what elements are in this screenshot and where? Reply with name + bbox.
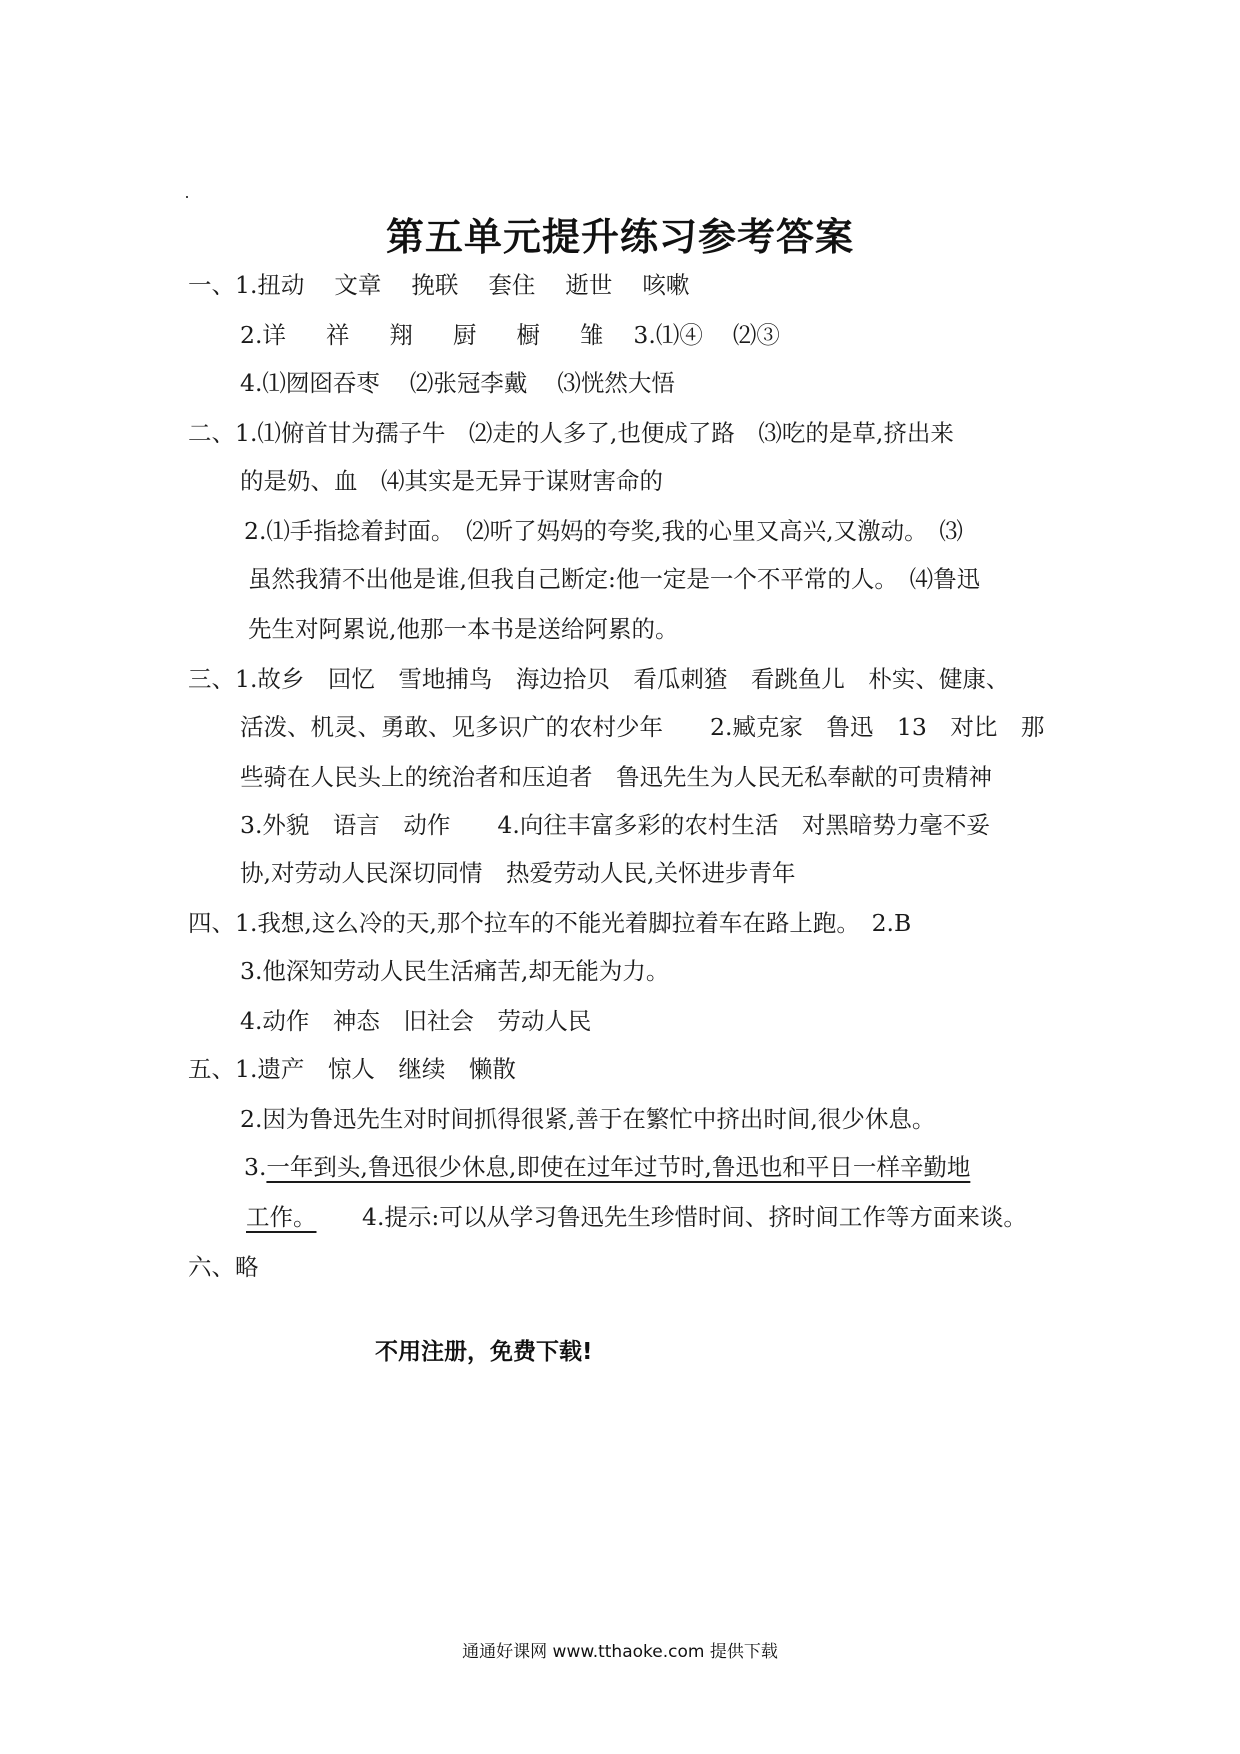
section-1-line-1 — [188, 268, 689, 302]
section-6-line-1 — [188, 1250, 259, 1284]
page-title: 第五单元提升练习参考答案 — [385, 215, 854, 259]
underlined-answer: 工作。 — [246, 1203, 317, 1231]
item-number: 4. — [240, 369, 263, 397]
section-2-label: 二、 — [188, 419, 235, 447]
answer-text: 1.⑴俯首甘为孺子牛 ⑵走的人多了,也便成了路 ⑶吃的是草,挤出来 — [235, 419, 954, 447]
section-3-line-3: 些骑在人民头上的统治者和压迫者 鲁迅先生为人民无私奉献的可贵精神 — [240, 763, 992, 791]
answer-idiom: ⑶恍然大悟 — [557, 369, 675, 397]
section-5-line-2: 2.因为鲁迅先生对时间抓得很紧,善于在繁忙中挤出时间,很少休息。 — [240, 1105, 936, 1133]
answer-char: 厨 — [452, 321, 477, 349]
answer-text: 1.我想,这么冷的天,那个拉车的不能光着脚拉着车在路上跑。 2.B — [235, 909, 912, 937]
section-3-line-1 — [188, 662, 1009, 696]
answer-text: 4.提示:可以从学习鲁迅先生珍惜时间、挤时间工作等方面来谈。 — [338, 1203, 1027, 1231]
answer-char: 雏 — [579, 321, 604, 349]
section-2-line-5: 先生对阿累说,他那一本书是送给阿累的。 — [248, 615, 679, 643]
item-number: 3. — [244, 1153, 267, 1181]
section-5-line-3 — [244, 1150, 970, 1184]
footer-text: 通通好课网 www.tthaoke.com 提供下载 — [462, 1642, 778, 1662]
section-4-line-3: 4.动作 神态 旧社会 劳动人民 — [240, 1007, 592, 1035]
section-5-line-4 — [246, 1200, 1027, 1234]
answer-text: 1.故乡 回忆 雪地捕鸟 海边拾贝 看瓜刺猹 看跳鱼儿 朴实、健康、 — [235, 665, 1010, 693]
answer-idiom: ⑴囫囵吞枣 — [262, 369, 380, 397]
answer-word: 文章 — [334, 271, 382, 299]
section-5-line-1 — [188, 1052, 516, 1086]
section-2-line-4: 虽然我猜不出他是谁,但我自己断定:他一定是一个不平常的人。 ⑷鲁迅 — [248, 565, 981, 593]
section-1-line-2 — [240, 318, 780, 352]
section-3-line-4: 3.外貌 语言 动作 4.向往丰富多彩的农村生活 对黑暗势力毫不妥 — [240, 811, 990, 839]
scan-speck — [186, 196, 188, 198]
answer-text: 1.遗产 惊人 继续 懒散 — [235, 1055, 516, 1083]
item-number: 2. — [240, 321, 263, 349]
section-3-line-5: 协,对劳动人民深切同情 热爱劳动人民,关怀进步青年 — [240, 859, 796, 887]
answer-char: 详 — [262, 321, 286, 349]
answer-word: 套住 — [488, 271, 536, 299]
section-1-line-3 — [240, 366, 675, 400]
section-4-line-2: 3.他深知劳动人民生活痛苦,却无能为力。 — [240, 957, 670, 985]
underlined-answer: 一年到头,鲁迅很少休息,即使在过年过节时,鲁迅也和平日一样辛勤地 — [266, 1153, 971, 1181]
section-4-label: 四、 — [188, 909, 235, 937]
section-2-line-3: 2.⑴手指捻着封面。 ⑵听了妈妈的夸奖,我的心里又高兴,又激动。 ⑶ — [244, 517, 963, 545]
section-4-line-1 — [188, 906, 911, 940]
item-number: 1. — [235, 271, 258, 299]
section-3-label: 三、 — [188, 665, 235, 693]
section-1-label: 一、 — [188, 271, 235, 299]
answer-word: 扭动 — [257, 271, 305, 299]
promo-text: 不用注册，免费下载! — [375, 1339, 593, 1365]
section-3-line-2: 活泼、机灵、勇敢、见多识广的农村少年 2.臧克家 鲁迅 13 对比 那 — [240, 713, 1045, 741]
answer-word: 挽联 — [411, 271, 459, 299]
answer-choice: ⑵③ — [732, 321, 780, 349]
section-2-line-1 — [188, 416, 954, 450]
answer-choice: 3.⑴④ — [633, 321, 703, 349]
answer-idiom: ⑵张冠李戴 — [409, 369, 528, 397]
section-2-line-2: 的是奶、血 ⑷其实是无异于谋财害命的 — [240, 467, 663, 495]
answer-char: 橱 — [516, 321, 540, 349]
answer-word: 逝世 — [565, 271, 613, 299]
answer-char: 翔 — [389, 321, 413, 349]
answer-word: 咳嗽 — [642, 271, 690, 299]
section-5-label: 五、 — [188, 1055, 235, 1083]
section-6-label: 六、 — [188, 1253, 235, 1281]
answer-text: 略 — [235, 1253, 259, 1281]
answer-char: 祥 — [325, 321, 350, 349]
